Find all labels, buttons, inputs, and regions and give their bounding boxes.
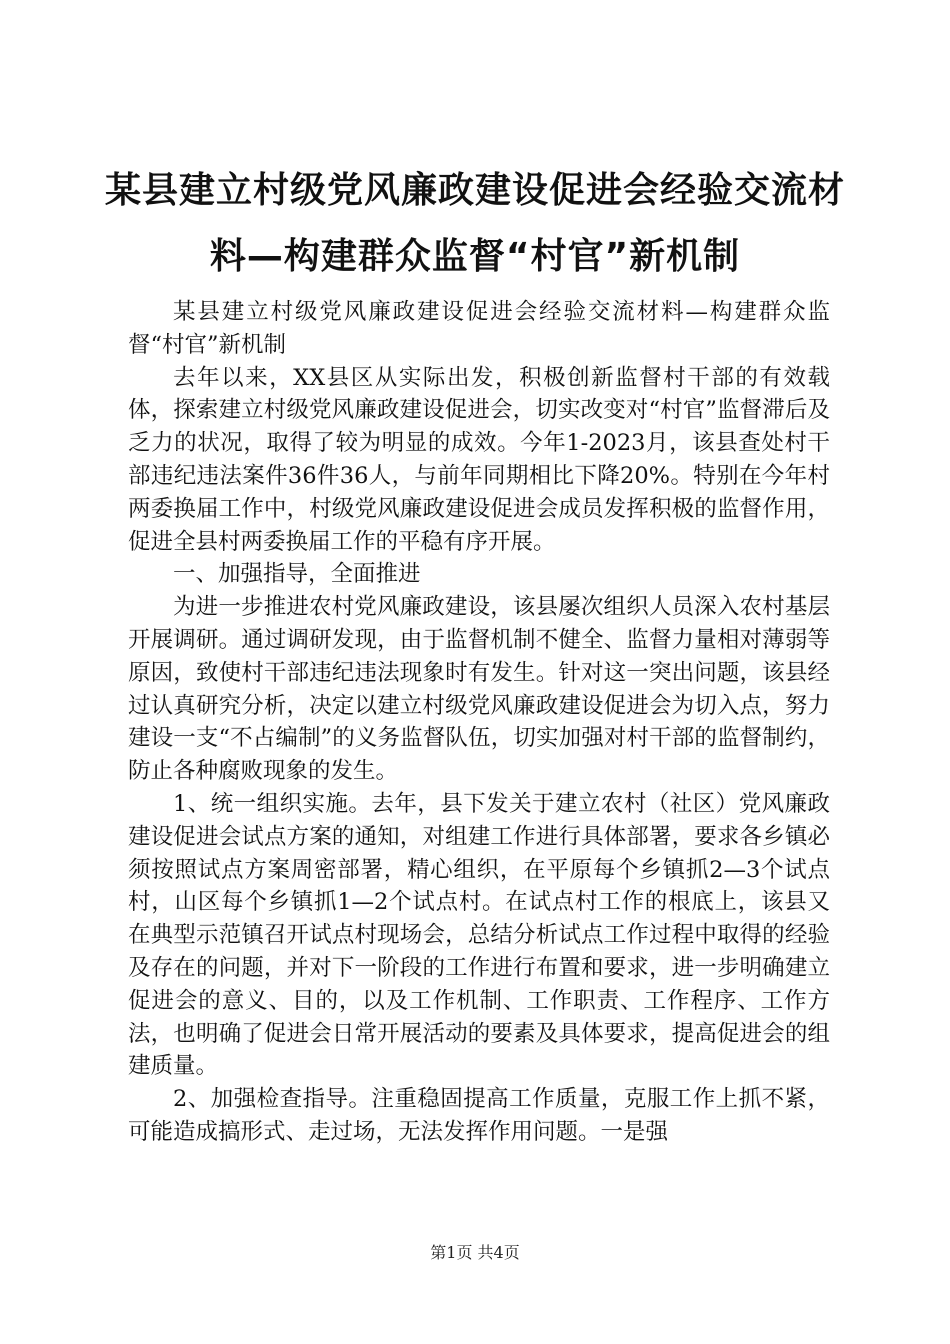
document-body	[128, 296, 830, 1149]
paragraph-item-1: 1、统一组织实施。去年，县下发关于建立农村（社区）党风廉政建设促进会试点方案的通知，对组建工作进行具体部署，要求各乡镇必须按照试点方案周密部署，精心组织，在平原每个乡镇抓2—3个试点村，山区每个乡镇抓1—2个试点村。在试点村工作的根底上，该县又在典型示范镇召开试点村现场会，总结分析试点工作过程中取得的经验及存在的问题，并对下一阶段的工作进行布置和要求，进一步明确建立促进会的意义、目的，以及工作机制、工作职责、工作程序、工作方法，也明确了促进会日常开展活动的要素及具体要求，提高促进会的组建质量。	[128, 790, 830, 1080]
title-line-2: 料—构建群众监督“村官”新机制	[209, 236, 741, 277]
paragraph-section-1: 为进一步推进农村党风廉政建设，该县屡次组织人员深入农村基层开展调研。通过调研发现，由于监督机制不健全、监督力量相对薄弱等原因，致使村干部违纪违法现象时有发生。针对这一突出问题，该县经过认真研究分析，决定以建立村级党风廉政建设促进会为切入点，努力建设一支“不占编制”的义务监督队伍，切实加强对村干部的监督制约，防止各种腐败现象的发生。	[128, 594, 830, 785]
page-footer: 第1页 共4页	[430, 1243, 520, 1262]
paragraph-title-repeat: 某县建立村级党风廉政建设促进会经验交流材料—构建群众监督“村官”新机制	[128, 299, 830, 358]
section-heading-1: 一、加强指导，全面推进	[173, 561, 421, 588]
paragraph-intro: 去年以来，XX县区从实际出发，积极创新监督村干部的有效载体，探索建立村级党风廉政建设促进会，切实改变对“村官”监督滞后及乏力的状况，取得了较为明显的成效。今年1-2023月，该县查处村干部违纪违法案件36件36人，与前年同期相比下降20%。特别在今年村两委换届工作中，村级党风廉政建设促进会成员发挥积极的监督作用，促进全县村两委换届工作的平稳有序开展。	[128, 364, 830, 555]
title-line-1: 某县建立村级党风廉政建设促进会经验交流材	[104, 170, 845, 211]
paragraph-item-2: 2、加强检查指导。注重稳固提高工作质量，克服工作上抓不紧，可能造成搞形式、走过场，无法发挥作用问题。一是强	[128, 1086, 830, 1145]
document-title	[100, 158, 850, 290]
